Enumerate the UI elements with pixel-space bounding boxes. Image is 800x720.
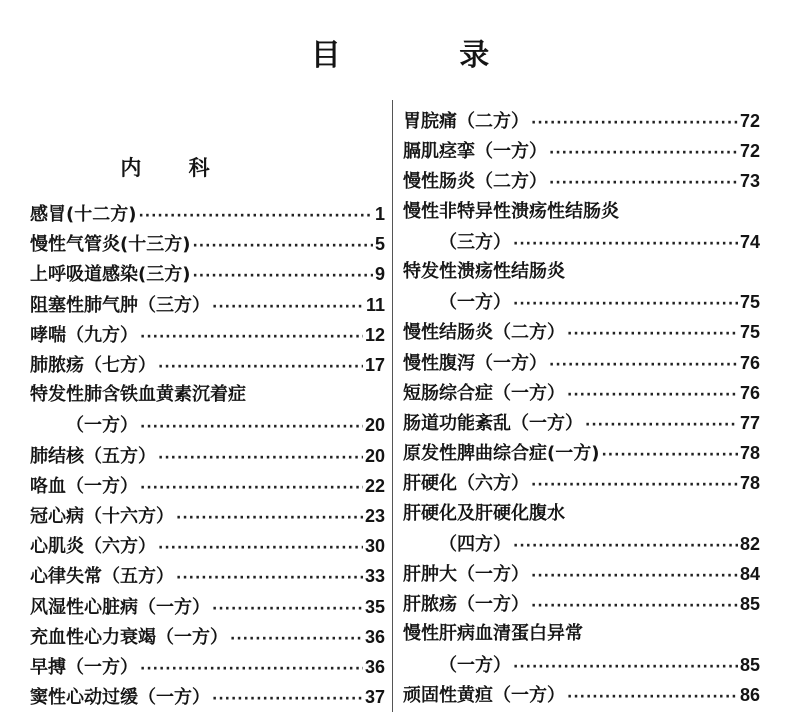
toc-entry[interactable] <box>403 378 760 408</box>
dot-leader <box>158 443 363 473</box>
toc-entry-label: 肝脓疡（一方） <box>403 594 529 616</box>
dot-leader <box>176 563 363 593</box>
toc-entry-label: 早搏（一方） <box>30 657 138 678</box>
toc-entry-page-number: 23 <box>364 506 385 526</box>
toc-entry-label: （三方） <box>439 231 511 253</box>
toc-entry-page-number: 76 <box>739 352 760 373</box>
toc-entry-label: 慢性腹泻（一方） <box>403 352 547 374</box>
toc-entry-label: 慢性肠炎（二方） <box>403 171 547 193</box>
toc-entry-page-number: 72 <box>739 141 760 162</box>
toc-entry-label: 肝硬化（六方） <box>403 473 529 495</box>
toc-entry-page-number: 20 <box>364 445 385 466</box>
toc-entry[interactable] <box>30 229 385 259</box>
dot-leader <box>212 594 363 624</box>
toc-entry-page-number: 72 <box>739 111 760 131</box>
toc-entry[interactable] <box>403 136 760 166</box>
toc-entry[interactable] <box>403 197 760 227</box>
toc-entry-label: 心肌炎（六方） <box>30 536 156 558</box>
toc-entry-label: 肠道功能紊乱（一方） <box>403 413 583 434</box>
dot-leader <box>567 319 738 349</box>
toc-entry-page-number: 35 <box>364 596 385 617</box>
column-divider <box>392 100 393 712</box>
toc-entry[interactable] <box>30 622 385 652</box>
dot-leader <box>192 231 373 261</box>
toc-entry[interactable] <box>403 468 760 498</box>
toc-entry[interactable] <box>30 259 385 289</box>
toc-entry-label: （一方） <box>439 292 511 314</box>
toc-entry[interactable] <box>30 652 385 682</box>
toc-entry-label: 慢性肝病血清蛋白异常 <box>403 623 583 645</box>
toc-entry[interactable] <box>30 561 385 591</box>
toc-entry[interactable] <box>30 441 385 471</box>
toc-entry[interactable] <box>403 438 760 468</box>
toc-entry-page-number: 5 <box>374 234 385 255</box>
toc-entry[interactable] <box>403 257 760 287</box>
dot-leader <box>140 473 363 503</box>
dot-leader <box>140 654 363 684</box>
toc-entry-label: （一方） <box>439 654 511 676</box>
toc-entry-page-number: 85 <box>739 654 760 675</box>
dot-leader <box>585 410 738 440</box>
toc-entry-label: 特发性溃疡性结肠炎 <box>403 261 565 282</box>
toc-entry[interactable] <box>403 287 760 317</box>
toc-entry-label: 肺脓疡（七方） <box>30 355 156 376</box>
toc-entry-label: 特发性肺含铁血黄素沉着症 <box>30 384 246 406</box>
toc-entry[interactable] <box>30 199 385 229</box>
toc-entry[interactable] <box>403 106 760 136</box>
toc-entry-page-number: 86 <box>739 684 760 705</box>
toc-entry[interactable] <box>403 227 760 257</box>
toc-entry-label: 肝硬化及肝硬化腹水 <box>403 502 565 524</box>
dot-leader <box>140 322 363 352</box>
page-title: 目 录 <box>310 38 544 73</box>
toc-entry-page-number: 33 <box>364 566 385 587</box>
toc-entry-page-number: 84 <box>739 564 760 584</box>
toc-entry[interactable] <box>30 592 385 622</box>
dot-leader <box>531 591 738 621</box>
toc-entry-label: 风湿性心脏病（一方） <box>30 596 210 618</box>
toc-entry[interactable] <box>403 589 760 619</box>
toc-entry[interactable] <box>403 680 760 710</box>
toc-entry[interactable] <box>30 350 385 380</box>
toc-entry-page-number: 76 <box>739 382 760 403</box>
toc-entry-page-number: 11 <box>365 294 385 315</box>
toc-entry-page-number: 37 <box>364 687 385 708</box>
toc-entry-page-number: 36 <box>364 626 385 647</box>
toc-entry-page-number: 9 <box>374 264 385 285</box>
toc-entry[interactable] <box>30 290 385 320</box>
toc-entry-label: 顽固性黄疸（一方） <box>403 684 565 706</box>
toc-entry-label: 感冒(十二方) <box>30 204 137 225</box>
toc-entry[interactable] <box>403 559 760 589</box>
toc-entry-page-number: 74 <box>739 231 760 252</box>
dot-leader <box>230 624 363 654</box>
toc-entry[interactable] <box>30 410 385 440</box>
dot-leader <box>531 470 738 500</box>
toc-entry-label: 短肠综合症（一方） <box>403 382 565 404</box>
dot-leader <box>513 289 738 319</box>
toc-entry-label: 膈肌痉挛（一方） <box>403 141 547 163</box>
toc-entry-page-number: 75 <box>739 322 760 343</box>
toc-entry-label: （一方） <box>66 415 138 437</box>
toc-entry[interactable] <box>403 650 760 680</box>
toc-entry-label: 慢性非特异性溃疡性结肠炎 <box>403 200 619 222</box>
dot-leader <box>192 261 373 291</box>
toc-entry[interactable] <box>30 380 385 410</box>
toc-entry-page-number: 1 <box>374 204 385 224</box>
toc-entry-label: 冠心病（十六方） <box>30 506 174 527</box>
toc-entry-page-number: 17 <box>364 355 385 375</box>
toc-entry-page-number: 73 <box>739 171 760 192</box>
dot-leader <box>531 561 738 591</box>
toc-entry-label: 原发性脾曲综合症(一方) <box>403 443 600 465</box>
dot-leader <box>549 350 738 380</box>
toc-entry-page-number: 12 <box>364 324 385 345</box>
dot-leader <box>212 684 363 714</box>
dot-leader <box>567 380 738 410</box>
toc-entry[interactable] <box>403 166 760 196</box>
toc-entry-label: 肝肿大（一方） <box>403 564 529 585</box>
dot-leader <box>567 682 738 712</box>
toc-entry[interactable] <box>30 471 385 501</box>
dot-leader <box>138 201 373 231</box>
dot-leader <box>212 292 364 322</box>
toc-entry-page-number: 82 <box>739 533 760 554</box>
dot-leader <box>601 440 738 470</box>
toc-entry-page-number: 30 <box>364 536 385 557</box>
toc-entry-page-number: 36 <box>364 657 385 677</box>
dot-leader <box>513 229 738 259</box>
toc-entry-label: 胃脘痛（二方） <box>403 111 529 132</box>
toc-entry-page-number: 85 <box>739 594 760 615</box>
toc-entry-page-number: 77 <box>739 413 760 433</box>
toc-entry-page-number: 20 <box>364 415 385 436</box>
toc-entry-label: 上呼吸道感染(三方) <box>30 264 191 286</box>
toc-entry-page-number: 78 <box>739 443 760 464</box>
dot-leader <box>176 503 363 533</box>
dot-leader <box>158 352 363 382</box>
toc-entry[interactable] <box>403 317 760 347</box>
toc-entry-label: 肺结核（五方） <box>30 445 156 467</box>
section-heading-internal-medicine: 内 科 <box>120 156 230 180</box>
dot-leader <box>531 108 738 138</box>
toc-entry-label: 咯血（一方） <box>30 475 138 497</box>
dot-leader <box>513 531 738 561</box>
toc-entry[interactable] <box>403 499 760 529</box>
dot-leader <box>549 168 738 198</box>
toc-entry-label: 心律失常（五方） <box>30 566 174 588</box>
dot-leader <box>513 652 738 682</box>
toc-entry[interactable] <box>30 320 385 350</box>
toc-entry[interactable] <box>403 529 760 559</box>
toc-entry[interactable] <box>30 531 385 561</box>
toc-entry[interactable] <box>403 348 760 378</box>
toc-entry-page-number: 22 <box>364 475 385 496</box>
toc-entry[interactable] <box>30 682 385 712</box>
toc-entry-page-number: 75 <box>739 292 760 313</box>
toc-entry-label: 慢性气管炎(十三方) <box>30 234 191 256</box>
toc-entry-label: （四方） <box>439 533 511 555</box>
dot-leader <box>140 412 363 442</box>
toc-entry-label: 阻塞性肺气肿（三方） <box>30 294 210 316</box>
toc-entry-label: 哮喘（九方） <box>30 324 138 346</box>
dot-leader <box>158 533 363 563</box>
toc-entry-label: 慢性结肠炎（二方） <box>403 322 565 344</box>
toc-entry-label: 窦性心动过缓（一方） <box>30 687 210 709</box>
dot-leader <box>549 138 738 168</box>
toc-entry[interactable] <box>30 501 385 531</box>
toc-entry-label: 充血性心力衰竭（一方） <box>30 626 228 648</box>
toc-entry-page-number: 78 <box>739 473 760 494</box>
toc-entry[interactable] <box>403 619 760 649</box>
toc-entry[interactable] <box>403 408 760 438</box>
